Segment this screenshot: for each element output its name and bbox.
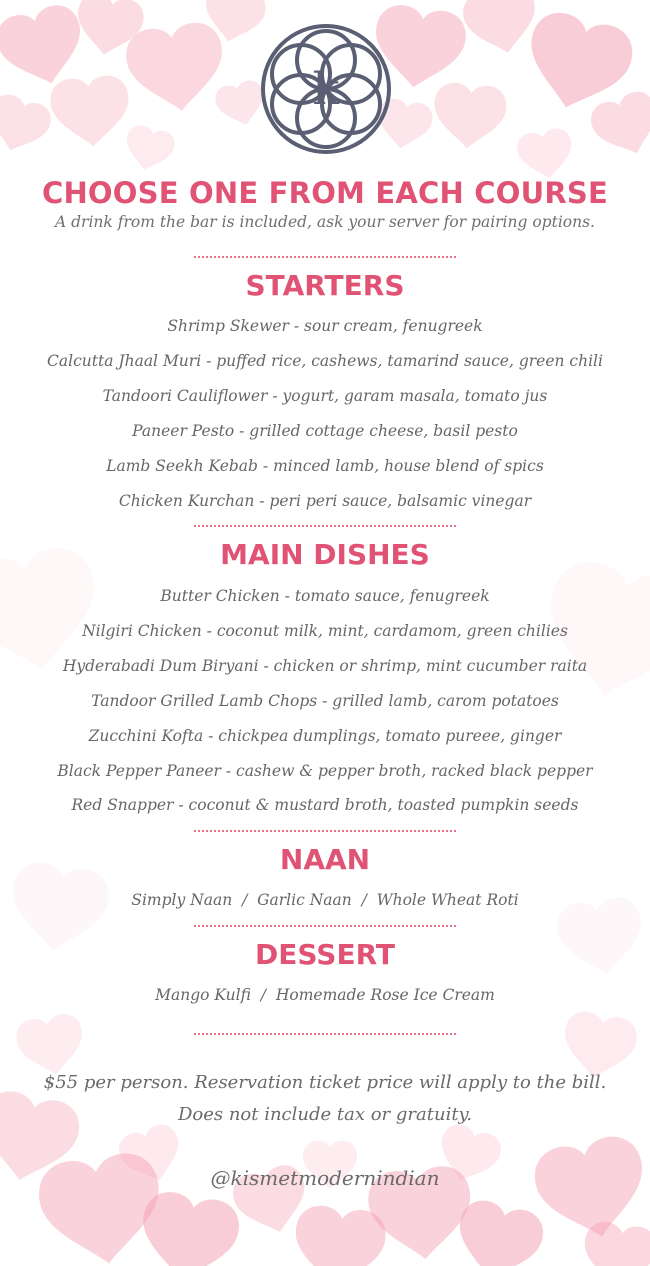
starter-item: Paneer Pesto - grilled cottage cheese, basil pesto — [132, 422, 518, 440]
section-heading-naan: NAAN — [279, 843, 371, 876]
section-heading-dessert: DESSERT — [255, 938, 395, 971]
divider — [194, 256, 456, 258]
divider — [194, 925, 456, 927]
section-heading-starters: STARTERS — [245, 269, 405, 302]
starter-item: Calcutta Jhaal Muri - puffed rice, cashews, tamarind sauce, green chili — [47, 352, 603, 370]
page-title: CHOOSE ONE FROM EACH COURSE — [41, 176, 609, 210]
starter-item: Shrimp Skewer - sour cream, fenugreek — [167, 317, 483, 335]
dessert-options: Mango Kulfi / Homemade Rose Ice Cream — [155, 986, 495, 1004]
logo-letter: k — [312, 64, 340, 115]
main-item: Black Pepper Paneer - cashew & pepper broth, racked black pepper — [57, 762, 593, 780]
kismet-logo-icon — [259, 22, 393, 156]
main-item: Tandoor Grilled Lamb Chops - grilled lamb, carom potatoes — [91, 692, 559, 710]
main-item: Red Snapper - coconut & mustard broth, toasted pumpkin seeds — [71, 796, 579, 814]
main-item: Hyderabadi Dum Biryani - chicken or shrimp, mint cucumber raita — [62, 657, 588, 675]
price-note: $55 per person. Reservation ticket price will apply to the bill. — [43, 1072, 607, 1093]
starter-item: Tandoori Cauliflower - yogurt, garam masala, tomato jus — [102, 387, 548, 405]
social-handle: @kismetmodernindian — [210, 1166, 440, 1190]
starter-item: Lamb Seekh Kebab - minced lamb, house blend of spics — [106, 457, 544, 475]
main-item: Zucchini Kofta - chickpea dumplings, tomato pureee, ginger — [88, 727, 562, 745]
starter-item: Chicken Kurchan - peri peri sauce, balsamic vinegar — [118, 492, 532, 510]
page-subtitle: A drink from the bar is included, ask your server for pairing options. — [55, 213, 595, 231]
section-heading-mains: MAIN DISHES — [220, 538, 430, 571]
tax-note: Does not include tax or gratuity. — [177, 1104, 473, 1125]
naan-options: Simply Naan / Garlic Naan / Whole Wheat Roti — [131, 891, 519, 909]
main-item: Butter Chicken - tomato sauce, fenugreek — [160, 587, 490, 605]
divider — [194, 525, 456, 527]
divider — [194, 830, 456, 832]
main-item: Nilgiri Chicken - coconut milk, mint, cardamom, green chilies — [82, 622, 568, 640]
divider — [194, 1033, 456, 1035]
